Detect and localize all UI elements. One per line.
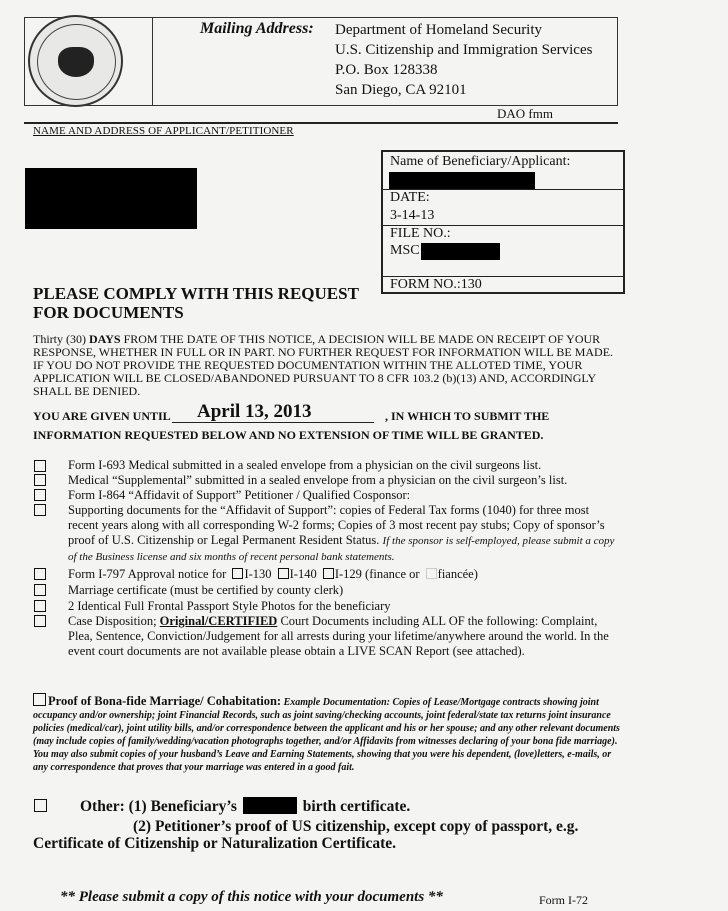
address-line: San Diego, CA 92101 (335, 82, 467, 98)
checklist-item: Medical “Supplemental” submitted in a sealed envelope from a physician on the civil surgeon’s list. (68, 473, 568, 487)
form-id: Form I-72 (539, 893, 588, 907)
date-label: DATE: (390, 190, 430, 205)
other-line1: Other: (1) Beneficiary’s birth certificate. (80, 798, 411, 815)
deadline-date: April 13, 2013 (172, 403, 374, 423)
checklist-item: 2 Identical Full Frontal Passport Style Photos for the beneficiary (68, 599, 391, 613)
checkbox[interactable] (34, 504, 46, 516)
deadline-line2: INFORMATION REQUESTED BELOW AND NO EXTENSION OF TIME WILL BE GRANTED. (33, 428, 544, 442)
address-line: P.O. Box 128338 (335, 62, 438, 78)
checkbox[interactable] (34, 489, 46, 501)
option-checkbox[interactable] (323, 568, 334, 579)
redacted-applicant-address (25, 168, 197, 229)
option-checkbox[interactable] (278, 568, 289, 579)
redacted-beneficiary-country (243, 797, 297, 814)
checkbox[interactable] (34, 474, 46, 486)
checklist-item: Marriage certificate (must be certified by county clerk) (68, 583, 344, 597)
date-value: 3-14-13 (390, 208, 435, 223)
address-line: Department of Homeland Security (335, 22, 543, 38)
bona-fide-section: Proof of Bona-fide Marriage/ Cohabitation: Example Documentation: Copies of Lease/Mortgage contracts showing joint occupancy and/or ownership; joint Financial Records, such as joint saving/checking accounts, joint federal/state tax returns joint insurance policies (medical/car), joint utility bills, and/or correspondence between the applicant and his or her spouse; and any other relevant documents (may include copies of family/wedding/vacation photographs together, and/or Affidavits from witnesses declaring of your bona fide marriage). You may also submit copies of your husband’s Leave and Earning Statements, showing that you were his dependent, (love)letters, e-mails, or any correspondence that proves that your marriage was entered in a good fait. (33, 694, 620, 773)
checkbox[interactable] (34, 568, 46, 580)
address-line: U.S. Citizenship and Immigration Services (335, 42, 593, 58)
dao-code: DAO fmm (497, 106, 553, 121)
checkbox[interactable] (34, 584, 46, 596)
other-checkbox[interactable] (34, 799, 47, 812)
applicant-label: NAME AND ADDRESS OF APPLICANT/PETITIONER (33, 125, 294, 137)
divider-rule (24, 122, 618, 124)
checkbox[interactable] (34, 615, 46, 627)
checklist-item: Supporting documents for the “Affidavit of Support”: copies of Federal Tax forms (1040) for three most recent years along with all corresponding W-2 forms; Copies of 3 most recent pay stubs; Copy of sponsor’s proof of U.S. Citizenship or Legal Permanent Resident Status. If the sponsor is self-employed, please submit a copy of the Business license and six months of recent personal bank statements. (68, 503, 615, 563)
header-divider (152, 17, 153, 106)
footer-note: ** Please submit a copy of this notice with your documents ** (60, 889, 443, 905)
checkbox[interactable] (34, 460, 46, 472)
deadline-prefix: YOU ARE GIVEN UNTIL (33, 409, 171, 423)
file-no-prefix: MSC (390, 243, 420, 258)
checklist-item: Case Disposition; Original/CERTIFIED Court Documents including ALL OF the following: Complaint, Plea, Sentence, Conviction/Judgement for all arrests during your lifetime/anywhere around the world. In the event court documents are not available please obtain a LIVE SCAN Report (see attached). (68, 614, 609, 658)
file-no-label: FILE NO.: (390, 226, 451, 241)
beneficiary-box (381, 150, 625, 294)
other-line3: Certificate of Citizenship or Naturalization Certificate. (33, 835, 396, 852)
checklist-item: Form I-864 “Affidavit of Support” Petitioner / Qualified Cosponsor: (68, 488, 411, 502)
dhs-seal-icon (28, 15, 123, 107)
page-title: PLEASE COMPLY WITH THIS REQUEST FOR DOCUMENTS (33, 284, 359, 322)
notice-paragraph: Thirty (30) DAYS FROM THE DATE OF THIS NOTICE, A DECISION WILL BE MADE ON RECEIPT OF YOUR RESPONSE, WHETHER IN FULL OR IN PART. NO FURTHER REQUEST FOR INFORMATION WILL BE MADE. IF YOU DO NOT PROVIDE THE REQUESTED DOCUMENTATION WITHIN THE ALLOTED TIME, YOUR APPLICATION WILL BE CLOSED/ABANDONED PURSUANT TO 8 CFR 103.2 (b)(13) AND, ACCORDINGLY SHALL BE DENIED. (33, 332, 614, 398)
checklist-item: Form I-693 Medical submitted in a sealed envelope from a physician on the civil surgeons list. (68, 458, 542, 472)
form-number: FORM NO.:130 (390, 277, 482, 292)
bona-fide-checkbox[interactable] (33, 693, 46, 706)
option-checkbox[interactable] (232, 568, 243, 579)
other-line2: (2) Petitioner’s proof of US citizenship, except copy of passport, e.g. (133, 818, 579, 835)
deadline-suffix: , IN WHICH TO SUBMIT THE (385, 409, 550, 423)
redacted-beneficiary-name (389, 172, 535, 189)
mailing-address (335, 20, 592, 100)
beneficiary-name-label: Name of Beneficiary/Applicant: (390, 154, 571, 169)
mailing-address-label: Mailing Address: (200, 20, 314, 37)
checkbox[interactable] (34, 600, 46, 612)
checklist-item: Form I-797 Approval notice for I-130 I-140 I-129 (finance or fiancée) (68, 567, 478, 581)
option-checkbox[interactable] (426, 568, 437, 579)
redacted-file-number (421, 243, 500, 260)
